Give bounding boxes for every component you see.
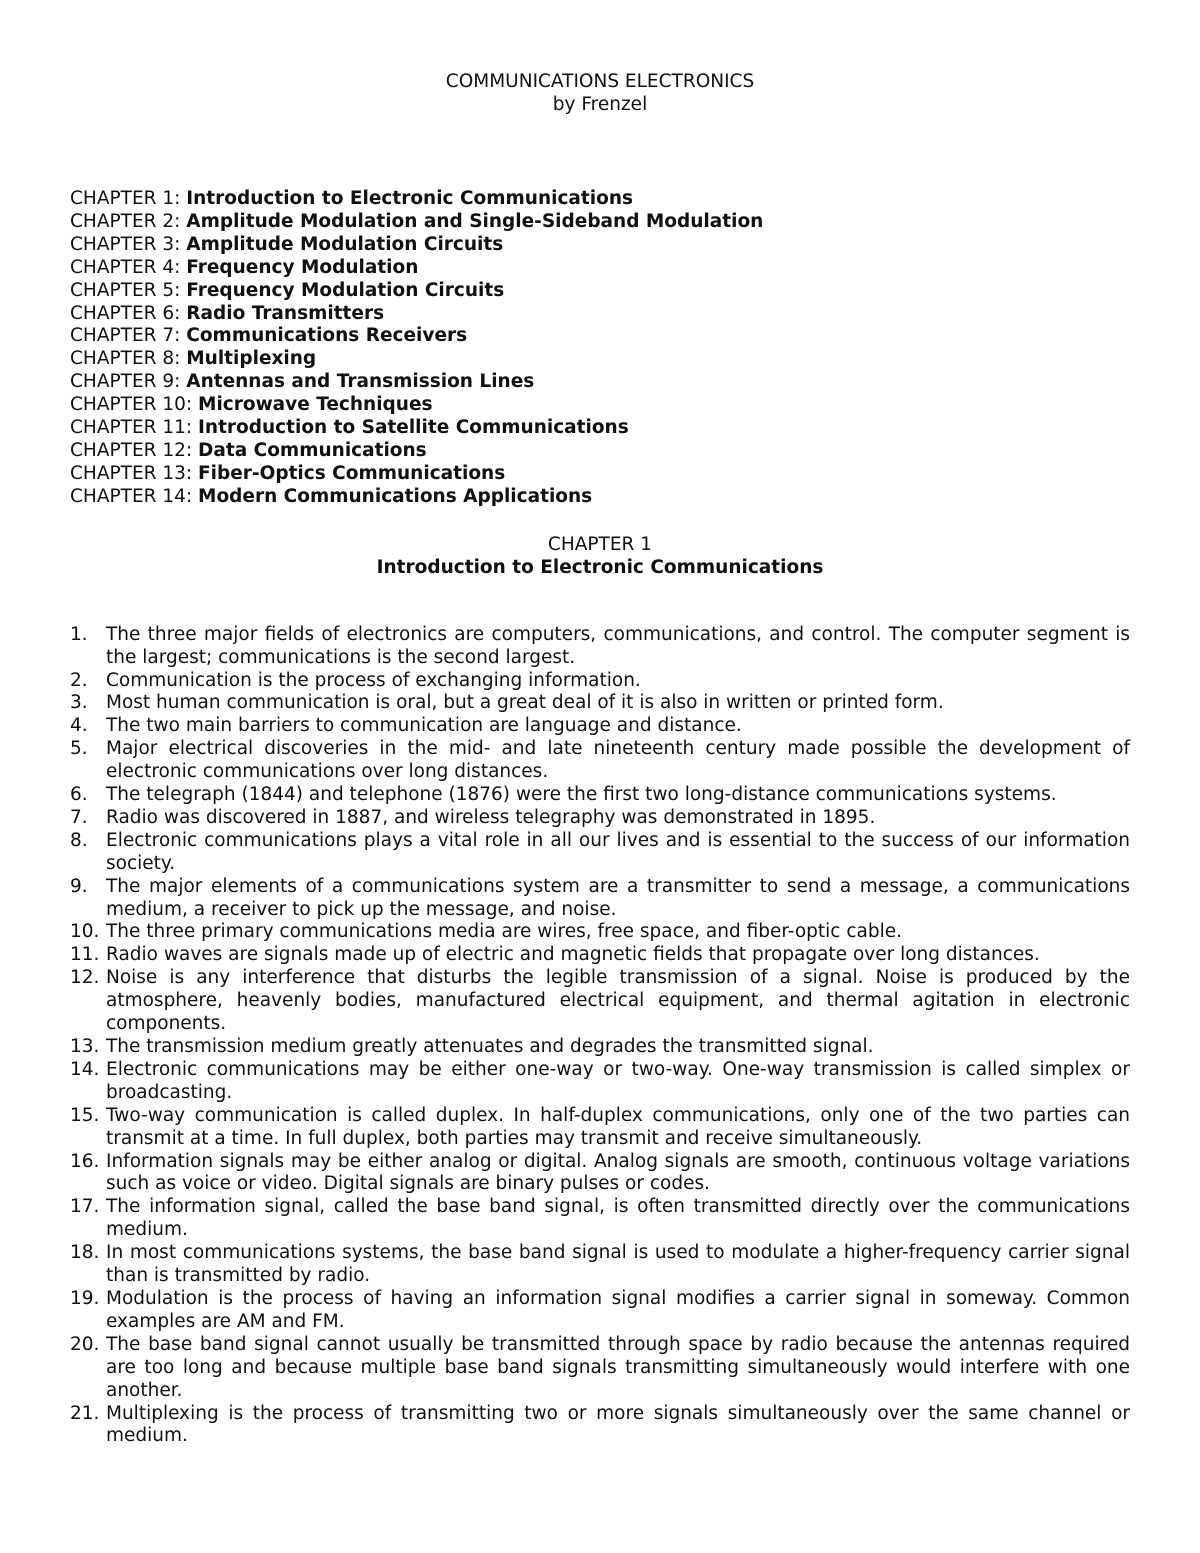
list-item bbox=[70, 876, 1130, 922]
toc-chapter-title: Microwave Techniques bbox=[198, 394, 433, 416]
toc-item bbox=[70, 371, 1130, 394]
toc-chapter-title: Frequency Modulation Circuits bbox=[186, 279, 505, 301]
toc-chapter-title: Amplitude Modulation and Single-Sideband Modulation bbox=[186, 210, 764, 232]
list-item bbox=[70, 921, 1130, 944]
toc-item bbox=[70, 188, 1130, 211]
list-item-text: Major electrical discoveries in the mid- and late nineteenth century made possible the development of electronic communications over long distances. bbox=[106, 738, 1130, 783]
toc-chapter-title: Fiber-Optics Communications bbox=[198, 462, 506, 484]
list-item-number: 5. bbox=[70, 738, 88, 760]
list-item-text: Modulation is the process of having an information signal modifies a carrier signal in someway. Common examples are AM and FM. bbox=[106, 1287, 1130, 1332]
toc-item bbox=[70, 280, 1130, 303]
toc-chapter-prefix: CHAPTER 6: bbox=[70, 302, 187, 324]
list-item-text: Two-way communication is called duplex. In half-duplex communications, only one of the two parties can transmit at a time. In full duplex, both parties may transmit and receive simultaneously. bbox=[106, 1104, 1130, 1149]
list-item-text: In most communications systems, the base band signal is used to modulate a higher-frequency carrier signal than is transmitted by radio. bbox=[106, 1242, 1130, 1287]
list-item-text: Multiplexing is the process of transmitting two or more signals simultaneously over the same channel or medium. bbox=[106, 1402, 1130, 1447]
list-item bbox=[70, 1334, 1130, 1403]
list-item-number: 6. bbox=[70, 784, 88, 806]
chapter-notes-list bbox=[70, 624, 1130, 1449]
toc-item bbox=[70, 463, 1130, 486]
toc-chapter-prefix: CHAPTER 13: bbox=[70, 462, 199, 484]
list-item-number: 4. bbox=[70, 715, 88, 737]
list-item-number: 11. bbox=[70, 944, 100, 966]
toc-chapter-prefix: CHAPTER 8: bbox=[70, 348, 187, 370]
list-item-number: 1. bbox=[70, 623, 88, 645]
list-item bbox=[70, 830, 1130, 876]
chapter-heading bbox=[70, 533, 1130, 580]
list-item bbox=[70, 624, 1130, 670]
list-item-number: 17. bbox=[70, 1196, 100, 1218]
toc-item bbox=[70, 348, 1130, 371]
document-page bbox=[70, 70, 1130, 1448]
document-title: COMMUNICATIONS ELECTRONICS bbox=[445, 71, 755, 92]
chapter-title: Introduction to Electronic Communications bbox=[376, 556, 824, 578]
list-item-text: The information signal, called the base band signal, is often transmitted directly over the communications medium. bbox=[106, 1196, 1130, 1241]
list-item-text: Noise is any interference that disturbs the legible transmission of a signal. Noise is produced by the atmosphere, heavenly bodies, manufactured electrical equipment, and thermal agitation in electronic components. bbox=[106, 967, 1130, 1035]
list-item-text: Communication is the process of exchanging information. bbox=[106, 669, 641, 691]
toc-item bbox=[70, 234, 1130, 257]
list-item bbox=[70, 1196, 1130, 1242]
list-item bbox=[70, 1288, 1130, 1334]
toc-chapter-title: Modern Communications Applications bbox=[198, 485, 593, 507]
list-item-number: 19. bbox=[70, 1287, 100, 1309]
list-item-number: 16. bbox=[70, 1150, 100, 1172]
toc-chapter-title: Introduction to Satellite Communications bbox=[198, 417, 629, 439]
toc-chapter-prefix: CHAPTER 10: bbox=[70, 394, 199, 416]
list-item bbox=[70, 944, 1130, 967]
list-item-number: 8. bbox=[70, 829, 88, 851]
toc-item bbox=[70, 303, 1130, 326]
list-item-text: The transmission medium greatly attenuates and degrades the transmitted signal. bbox=[106, 1036, 874, 1057]
toc-chapter-prefix: CHAPTER 14: bbox=[70, 485, 199, 507]
list-item-text: The two main barriers to communication are language and distance. bbox=[106, 715, 742, 737]
list-item-text: Radio was discovered in 1887, and wireless telegraphy was demonstrated in 1895. bbox=[106, 806, 876, 828]
list-item bbox=[70, 1403, 1130, 1449]
toc-chapter-prefix: CHAPTER 7: bbox=[70, 325, 187, 347]
list-item bbox=[70, 1105, 1130, 1151]
list-item bbox=[70, 1242, 1130, 1288]
toc-chapter-title: Radio Transmitters bbox=[186, 302, 385, 324]
list-item-text: Radio waves are signals made up of electric and magnetic fields that propagate over long distances. bbox=[106, 944, 1040, 966]
toc-chapter-prefix: CHAPTER 9: bbox=[70, 371, 187, 393]
list-item-number: 13. bbox=[70, 1036, 100, 1057]
list-item-text: Information signals may be either analog or digital. Analog signals are smooth, continuous voltage variations such as voice or video. Digital signals are binary pulses or codes. bbox=[106, 1150, 1130, 1195]
list-item bbox=[70, 1059, 1130, 1105]
toc-chapter-title: Amplitude Modulation Circuits bbox=[186, 233, 504, 255]
list-item-text: The three primary communications media are wires, free space, and fiber-optic cable. bbox=[106, 921, 902, 943]
list-item-number: 14. bbox=[70, 1058, 100, 1080]
list-item-number: 12. bbox=[70, 967, 100, 989]
list-item bbox=[70, 1036, 1130, 1059]
toc-item bbox=[70, 325, 1130, 348]
toc-chapter-title: Data Communications bbox=[198, 439, 427, 461]
list-item-number: 9. bbox=[70, 875, 88, 897]
toc-chapter-prefix: CHAPTER 4: bbox=[70, 256, 187, 278]
list-item-text: The telegraph (1844) and telephone (1876) were the first two long-distance communications systems. bbox=[106, 784, 1057, 806]
toc-item bbox=[70, 440, 1130, 463]
toc-item bbox=[70, 257, 1130, 280]
document-author: by Frenzel bbox=[552, 94, 648, 115]
list-item-text: Electronic communications may be either one-way or two-way. One-way transmission is called simplex or broadcasting. bbox=[106, 1058, 1130, 1103]
toc-item bbox=[70, 417, 1130, 440]
list-item-number: 21. bbox=[70, 1402, 100, 1424]
toc-chapter-prefix: CHAPTER 1: bbox=[70, 188, 187, 209]
toc-item bbox=[70, 211, 1130, 234]
toc-chapter-title: Introduction to Electronic Communications bbox=[186, 188, 633, 209]
list-item-number: 20. bbox=[70, 1333, 100, 1355]
list-item bbox=[70, 715, 1130, 738]
list-item-number: 15. bbox=[70, 1104, 100, 1126]
list-item-text: Most human communication is oral, but a great deal of it is also in written or printed form. bbox=[106, 692, 944, 714]
list-item bbox=[70, 1151, 1130, 1197]
list-item-number: 7. bbox=[70, 806, 88, 828]
toc-chapter-prefix: CHAPTER 12: bbox=[70, 439, 199, 461]
list-item bbox=[70, 692, 1130, 715]
chapter-number: CHAPTER 1 bbox=[547, 533, 653, 555]
toc-chapter-title: Multiplexing bbox=[186, 348, 317, 370]
toc-item bbox=[70, 486, 1130, 509]
list-item bbox=[70, 670, 1130, 693]
list-item-text: Electronic communications plays a vital role in all our lives and is essential to the success of our information society. bbox=[106, 829, 1130, 874]
toc-chapter-title: Antennas and Transmission Lines bbox=[186, 371, 535, 393]
list-item-number: 10. bbox=[70, 921, 100, 943]
list-item-number: 2. bbox=[70, 669, 88, 691]
table-of-contents bbox=[70, 188, 1130, 509]
list-item-number: 3. bbox=[70, 692, 88, 714]
toc-chapter-prefix: CHAPTER 2: bbox=[70, 210, 187, 232]
list-item bbox=[70, 738, 1130, 784]
list-item bbox=[70, 807, 1130, 830]
list-item-number: 18. bbox=[70, 1242, 100, 1264]
list-item-text: The three major fields of electronics are computers, communications, and control. The computer segment is the largest; communications is the second largest. bbox=[106, 623, 1130, 668]
list-item-text: The major elements of a communications system are a transmitter to send a message, a communications medium, a receiver to pick up the message, and noise. bbox=[106, 875, 1130, 920]
toc-item bbox=[70, 394, 1130, 417]
toc-chapter-prefix: CHAPTER 3: bbox=[70, 233, 187, 255]
list-item bbox=[70, 784, 1130, 807]
toc-chapter-prefix: CHAPTER 5: bbox=[70, 279, 187, 301]
toc-chapter-title: Communications Receivers bbox=[186, 325, 468, 347]
toc-chapter-prefix: CHAPTER 11: bbox=[70, 417, 199, 439]
toc-chapter-title: Frequency Modulation bbox=[186, 256, 419, 278]
list-item bbox=[70, 967, 1130, 1036]
list-item-text: The base band signal cannot usually be transmitted through space by radio because the antennas required are too long and because multiple base band signals transmitting simultaneously would interfere with one another. bbox=[106, 1333, 1130, 1401]
